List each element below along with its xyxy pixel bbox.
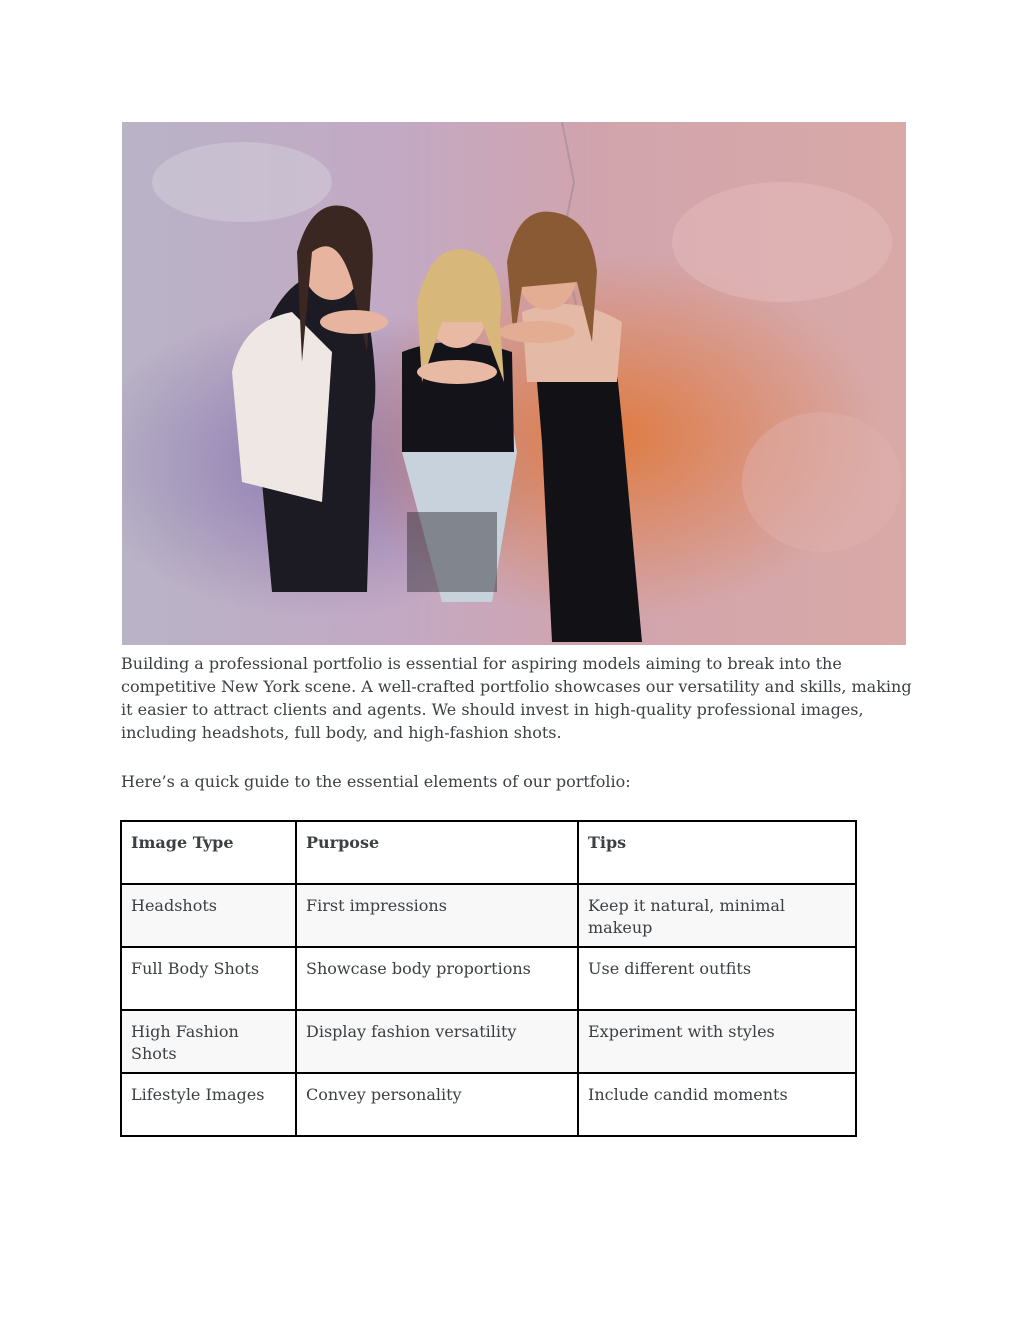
cell-tips: Experiment with styles (578, 1010, 856, 1073)
cell-purpose: First impressions (296, 884, 578, 947)
header-image-type: Image Type (121, 821, 296, 884)
cell-tips: Use different outfits (578, 947, 856, 1010)
cell-purpose: Showcase body proportions (296, 947, 578, 1010)
cell-image-type: High Fashion Shots (121, 1010, 296, 1073)
cell-purpose: Display fashion versatility (296, 1010, 578, 1073)
guide-line: Here’s a quick guide to the essential elements of our portfolio: (121, 772, 631, 791)
table-row (121, 884, 856, 947)
cell-image-type: Headshots (121, 884, 296, 947)
cell-image-type: Full Body Shots (121, 947, 296, 1010)
cell-purpose: Convey personality (296, 1073, 578, 1136)
table-row (121, 1010, 856, 1073)
hero-photo (122, 122, 906, 645)
header-tips: Tips (578, 821, 856, 884)
intro-paragraph: Building a professional portfolio is essential for aspiring models aiming to break into the competitive New York scene. A well-crafted portfolio showcases our versatility and skills, making it easier to attract clients and agents. We should invest in high-quality professional images, including headshots, full body, and high-fashion shots. (121, 654, 912, 742)
cell-image-type: Lifestyle Images (121, 1073, 296, 1136)
table-row (121, 947, 856, 1010)
portfolio-elements-table (120, 820, 857, 1137)
header-purpose: Purpose (296, 821, 578, 884)
table-row (121, 1073, 856, 1136)
cell-tips: Include candid moments (578, 1073, 856, 1136)
cell-tips: Keep it natural, minimal makeup (578, 884, 856, 947)
table-header-row (121, 821, 856, 884)
